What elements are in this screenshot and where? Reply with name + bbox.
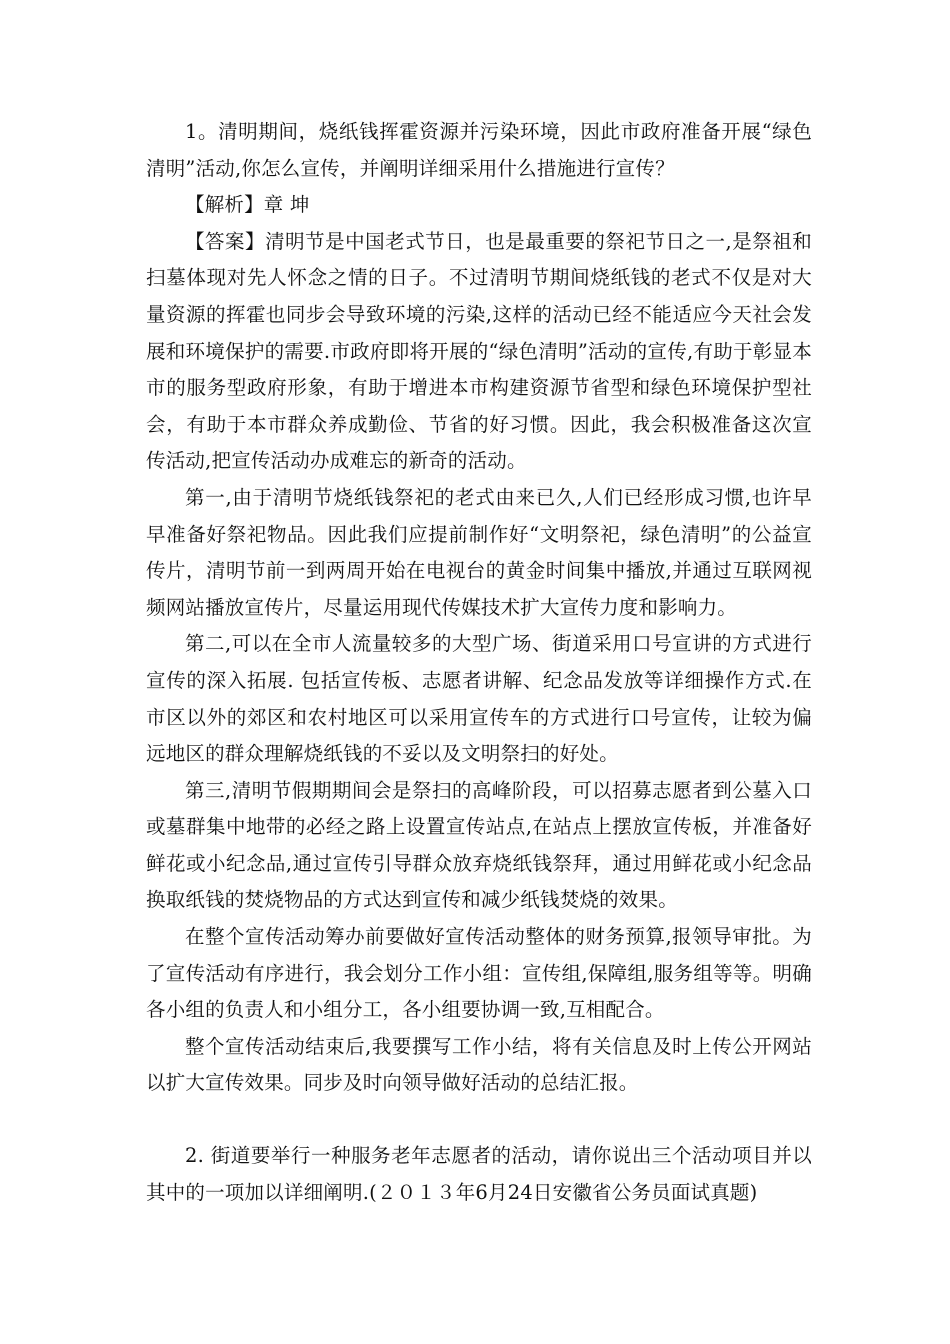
question-1: 1。清明期间，烧纸钱挥霍资源并污染环境，因此市政府准备开展“绿色清明”活动,你怎么宣传，并阐明详细采用什么措施进行宣传？ bbox=[146, 120, 812, 180]
analysis-line: 【解析】章 坤 bbox=[185, 193, 310, 217]
question-2: 2. 街道要举行一种服务老年志愿者的活动，请你说出三个活动项目并以其中的一项加以详细阐明.(２０１３年6月24日安徽省公务员面试真题) bbox=[146, 1144, 812, 1204]
answer-paragraph-1: 【答案】清明节是中国老式节日，也是最重要的祭祀节日之一,是祭祖和扫墓体现对先人怀念之情的日子。不过清明节期间烧纸钱的老式不仅是对大量资源的挥霍也同步会导致环境的污染,这样的活动已经不能适应今天社会发展和环境保护的需要.市政府即将开展的“绿色清明”活动的宣传,有助于彰显本市的服务型政府形象，有助于增进本市构建资源节省型和绿色环境保护型社会，有助于本市群众养成勤俭、节省的好习惯。因此，我会积极准备这次宣传活动,把宣传活动办成难忘的新奇的活动。 bbox=[146, 229, 812, 473]
answer-paragraph-5: 在整个宣传活动筹办前要做好宣传活动整体的财务预算,报领导审批。为了宣传活动有序进行，我会划分工作小组：宣传组,保障组,服务组等等。明确各小组的负责人和小组分工，各小组要协调一致,互相配合。 bbox=[146, 925, 812, 1022]
section-spacer bbox=[146, 1102, 812, 1138]
answer-paragraph-3: 第二,可以在全市人流量较多的大型广场、街道采用口号宣讲的方式进行宣传的深入拓展. 包括宣传板、志愿者讲解、纪念品发放等详细操作方式.在市区以外的郊区和农村地区可以采用宣传车的方式进行口号宣传，让较为偏远地区的群众理解烧纸钱的不妥以及文明祭扫的好处。 bbox=[146, 632, 812, 766]
document-page bbox=[146, 114, 812, 1211]
answer-paragraph-2: 第一,由于清明节烧纸钱祭祀的老式由来已久,人们已经形成习惯,也许早早准备好祭祀物品。因此我们应提前制作好“文明祭祀，绿色清明”的公益宣传片，清明节前一到两周开始在电视台的黄金时间集中播放,并通过互联网视频网站播放宣传片，尽量运用现代传媒技术扩大宣传力度和影响力。 bbox=[146, 485, 812, 619]
answer-paragraph-6: 整个宣传活动结束后,我要撰写工作小结，将有关信息及时上传公开网站以扩大宣传效果。同步及时向领导做好活动的总结汇报。 bbox=[146, 1034, 812, 1095]
answer-paragraph-4: 第三,清明节假期期间会是祭扫的高峰阶段，可以招募志愿者到公墓入口或墓群集中地带的必经之路上设置宣传站点,在站点上摆放宣传板，并准备好鲜花或小纪念品,通过宣传引导群众放弃烧纸钱祭拜，通过用鲜花或小纪念品换取纸钱的焚烧物品的方式达到宣传和减少纸钱焚烧的效果。 bbox=[146, 778, 812, 912]
